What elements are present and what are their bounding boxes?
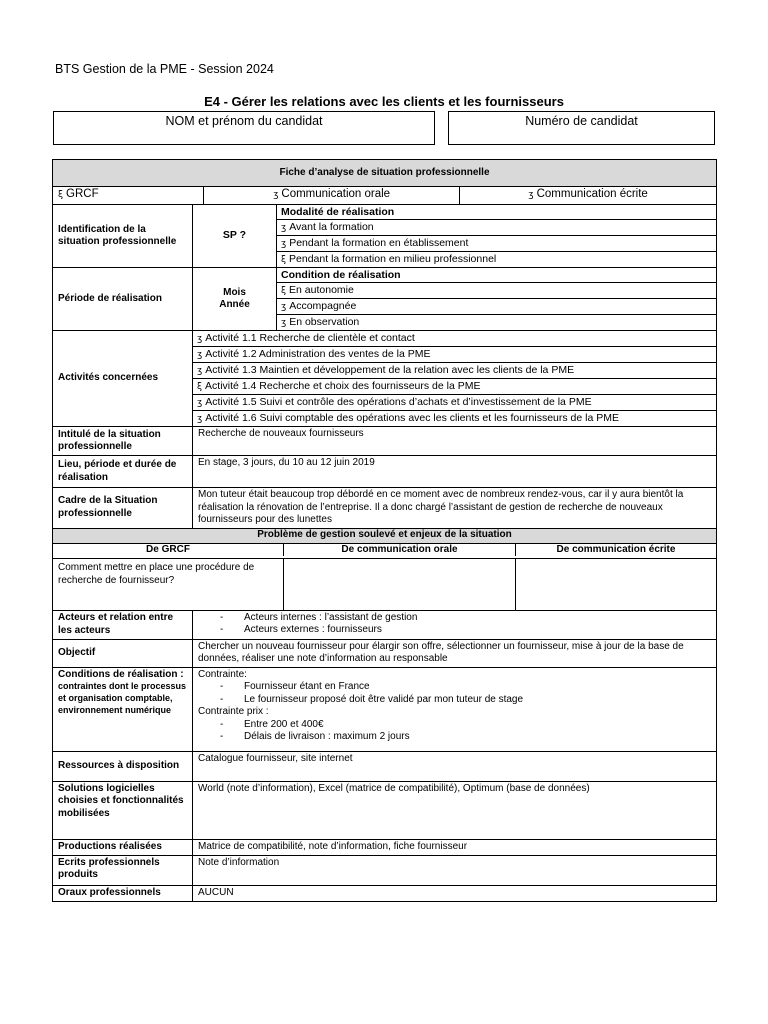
modalite-milieu-pro[interactable]: ξ Pendant la formation en milieu professionnel xyxy=(281,253,497,265)
solutions-label: Solutions logicielles choisies et fonctionnalités mobilisées xyxy=(53,781,193,839)
activites-block xyxy=(193,331,717,427)
type-communication-orale[interactable]: ʒ Communication orale xyxy=(204,187,460,204)
periode-label: Période de réalisation xyxy=(53,268,193,331)
activite-1-2[interactable]: ʒ Activité 1.2 Administration des ventes de la PME xyxy=(193,347,716,363)
checkbox-unchecked-icon: ʒ xyxy=(197,414,203,424)
checkbox-unchecked-icon: ʒ xyxy=(197,398,203,408)
col-grcf-header: De GRCF xyxy=(53,544,284,557)
contrainte-prix-item: - Entre 200 et 400€ xyxy=(198,719,711,732)
acteur-externe: - Acteurs externes : fournisseurs xyxy=(198,624,711,637)
type-communication-ecrite[interactable]: ʒ Communication écrite xyxy=(528,188,648,200)
modalite-block xyxy=(277,205,717,268)
analysis-form-table xyxy=(52,159,717,902)
orale-problem-value[interactable] xyxy=(284,559,516,610)
objectif-label: Objectif xyxy=(53,639,193,667)
form-title: Fiche d’analyse de situation professionnelle xyxy=(53,160,717,187)
ressources-value[interactable]: Catalogue fournisseur, site internet xyxy=(193,751,717,781)
checkbox-checked-icon: ξ xyxy=(281,286,287,296)
condition-title: Condition de réalisation xyxy=(277,268,716,283)
checkbox-checked-icon: ξ xyxy=(58,190,64,200)
solutions-value[interactable]: World (note d’information), Excel (matrice de compatibilité), Optimum (base de données) xyxy=(193,781,717,839)
conditions-value[interactable] xyxy=(193,667,717,751)
contrainte-item: - Le fournisseur proposé doit être validé par mon tuteur de stage xyxy=(198,694,711,707)
condition-block xyxy=(277,268,717,331)
activite-1-6[interactable]: ʒ Activité 1.6 Suivi comptable des opérations avec les clients et les fournisseurs de la PME xyxy=(197,412,619,424)
conditions-label xyxy=(53,667,193,751)
checkbox-unchecked-icon: ʒ xyxy=(281,223,287,233)
mois-annee xyxy=(193,268,277,331)
modalite-title: Modalité de réalisation xyxy=(277,205,716,220)
checkbox-unchecked-icon: ʒ xyxy=(281,239,287,249)
cadre-label: Cadre de la Situation professionnelle xyxy=(53,488,193,529)
checkbox-unchecked-icon: ʒ xyxy=(273,190,279,200)
lieu-label: Lieu, période et durée de réalisation xyxy=(53,456,193,488)
sp-label: SP ? xyxy=(193,205,277,268)
col-orale-header: De communication orale xyxy=(284,544,516,557)
exam-subject-title: E4 - Gérer les relations avec les clients et les fournisseurs xyxy=(204,94,564,109)
contrainte-item: - Fournisseur étant en France xyxy=(198,681,711,694)
contrainte-prix-item: - Délais de livraison : maximum 2 jours xyxy=(198,731,711,744)
checkbox-checked-icon: ξ xyxy=(281,255,287,265)
activite-1-5[interactable]: ʒ Activité 1.5 Suivi et contrôle des opérations d’achats et d’investissement de la PME xyxy=(193,395,716,411)
activite-1-3[interactable]: ʒ Activité 1.3 Maintien et développement de la relation avec les clients de la PME xyxy=(193,363,716,379)
checkbox-unchecked-icon: ʒ xyxy=(281,302,287,312)
probleme-columns-header xyxy=(53,543,717,558)
activite-1-1[interactable]: ʒ Activité 1.1 Recherche de clientèle et contact xyxy=(193,331,716,347)
col-ecrite-header: De communication écrite xyxy=(556,543,676,555)
modalite-avant[interactable]: ʒ Avant la formation xyxy=(277,220,716,236)
checkbox-unchecked-icon: ʒ xyxy=(528,190,534,200)
type-grcf[interactable]: ξ GRCF xyxy=(53,187,204,204)
session-header: BTS Gestion de la PME - Session 2024 xyxy=(55,62,274,76)
probleme-columns-values xyxy=(53,558,717,610)
activite-1-4[interactable]: ξ Activité 1.4 Recherche et choix des fournisseurs de la PME xyxy=(193,379,716,395)
type-row xyxy=(53,187,717,205)
productions-value[interactable]: Matrice de compatibilité, note d’information, fiche fournisseur xyxy=(193,839,717,855)
contrainte-title: Contrainte: xyxy=(198,668,247,680)
acteurs-value[interactable] xyxy=(193,610,717,639)
condition-observation[interactable]: ʒ En observation xyxy=(281,316,360,328)
oraux-label: Oraux professionnels xyxy=(53,885,193,901)
intitule-label: Intitulé de la situation professionnelle xyxy=(53,427,193,456)
checkbox-checked-icon: ξ xyxy=(197,382,203,392)
condition-autonomie[interactable]: ξ En autonomie xyxy=(277,283,716,299)
conditions-label-main: Conditions de réalisation : xyxy=(58,668,184,680)
candidate-number-box[interactable] xyxy=(448,111,715,145)
oraux-value[interactable]: AUCUN xyxy=(193,885,717,901)
candidate-name-box[interactable] xyxy=(53,111,435,145)
ecrits-value[interactable]: Note d’information xyxy=(193,855,717,885)
conditions-label-sub: contraintes dont le processus et organisation comptable, environnement numérique xyxy=(58,680,187,715)
checkbox-unchecked-icon: ʒ xyxy=(197,350,203,360)
lieu-value[interactable]: En stage, 3 jours, du 10 au 12 juin 2019 xyxy=(193,456,717,488)
ressources-label: Ressources à disposition xyxy=(53,751,193,781)
checkbox-unchecked-icon: ʒ xyxy=(281,318,287,328)
intitule-value[interactable]: Recherche de nouveaux fournisseurs xyxy=(193,427,717,456)
candidate-name-label: NOM et prénom du candidat xyxy=(165,114,323,128)
candidate-number-label: Numéro de candidat xyxy=(525,114,638,128)
grcf-problem-value[interactable]: Comment mettre en place une procédure de recherche de fournisseur? xyxy=(53,559,284,610)
modalite-etablissement[interactable]: ʒ Pendant la formation en établissement xyxy=(277,236,716,252)
cadre-value[interactable]: Mon tuteur était beaucoup trop débordé en ce moment avec de nombreux rendez-vous, car il y aura bientôt la réalisation la rénovation de l’entreprise. Il a donc chargé l’assistant de gestion de recherche de nouveaux fournisseurs pour des lunettes xyxy=(193,488,717,529)
activites-label: Activités concernées xyxy=(53,331,193,427)
objectif-value[interactable]: Chercher un nouveau fournisseur pour élargir son offre, sélectionner un fournisseur, mise à jour de la base de données, réaliser une note d’information au responsable xyxy=(193,639,717,667)
ecrits-label: Ecrits professionnels produits xyxy=(53,855,193,885)
mois-label: Mois xyxy=(223,286,246,298)
acteurs-label: Acteurs et relation entre les acteurs xyxy=(53,610,193,639)
checkbox-unchecked-icon: ʒ xyxy=(197,366,203,376)
identification-label: Identification de la situation professionnelle xyxy=(53,205,193,268)
contrainte-prix-title: Contrainte prix : xyxy=(198,706,269,717)
probleme-title: Problème de gestion soulevé et enjeux de la situation xyxy=(53,528,717,543)
condition-accompagnee[interactable]: ʒ Accompagnée xyxy=(277,299,716,315)
acteur-interne: - Acteurs internes : l’assistant de gestion xyxy=(198,612,711,625)
checkbox-unchecked-icon: ʒ xyxy=(197,334,203,344)
annee-label: Année xyxy=(219,299,250,310)
ecrite-problem-value[interactable] xyxy=(516,559,717,610)
productions-label: Productions réalisées xyxy=(53,839,193,855)
